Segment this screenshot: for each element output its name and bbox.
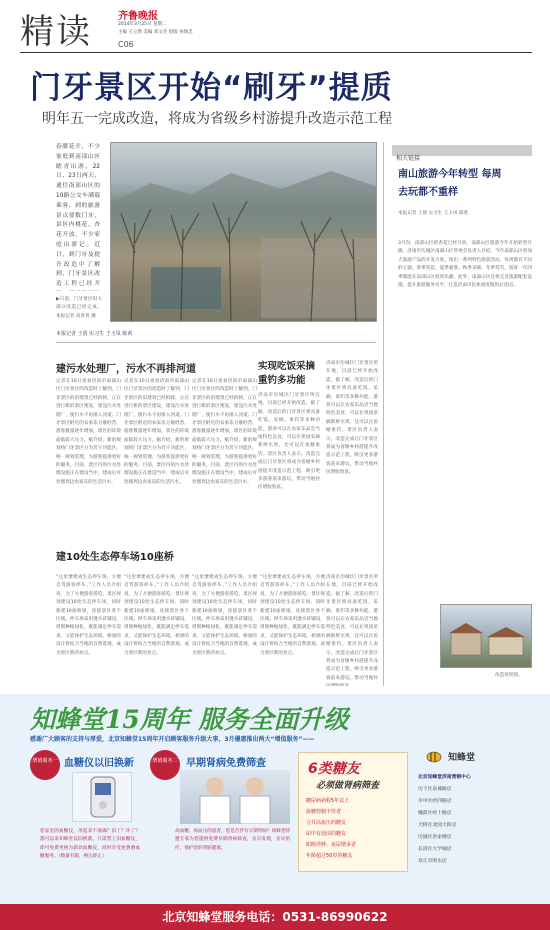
risk-item: 合并高血压的糖友 <box>306 820 347 826</box>
service-2-text: 高血糖、高血压的患者，您是否伴有早期肾病？知蜂堂特邀专家为您提供免费早期肾病筛查，及早发现，及早治疗，保护您的肾脏健康。 <box>175 829 290 851</box>
doctors-image <box>180 770 290 824</box>
rendering-scene <box>441 605 532 668</box>
service-1-tag: 增值服务一 <box>30 750 60 780</box>
lead-paragraph: 春暖花开，不少家庭到南部山区踏青出游。22日、23日两天，通往南部山区的10路公交车满载乘客。到的旅游景点要数门牙，景区内桃花、杏花开放，不少家庭出游记。近日，到门牙及提升改造中了解到，门牙景区改造工程已经开 <box>56 144 100 288</box>
sidebar-divider <box>383 142 384 686</box>
sidebar-rendering-photo <box>440 604 532 668</box>
risk-heading: 6类糖友 <box>308 761 360 777</box>
doctors-photo <box>180 770 290 824</box>
sidebar-headline: 南山旅游今年转型 每周去玩都不重样 <box>398 169 502 198</box>
subsection-heading-3: 实现吃饭采摘重钓多功能 <box>258 361 316 386</box>
main-headline: 门牙景区开始“刷牙”提质 <box>30 70 393 106</box>
brand-name: 知蜂堂 <box>448 753 476 763</box>
glucose-meter-image <box>72 772 132 822</box>
sidebar-kicker <box>392 145 532 162</box>
sidebar-body: 3月份，南部山区的杏花已经开放，南部山区旅游今年开始转型升级。济南市历城区南部山区管委会负责人介绍，今年南部山区将加大旅游产品的开发力度，推出一系列特色旅游活动，每周都有不同的主题。春季赏花、夏季避暑、秋季采摘、冬季赏雪，游客一年四季都能在南部山区找到乐趣。此外，南部山区还将完善旅游配套设施，提升旅游服务水平，打造济南市民休闲度假的后花园。 <box>398 241 532 289</box>
sidebar-byline: 本报记者 王倩 实习生 王玉凤 陈黄 <box>398 211 469 216</box>
service-2-tag: 增值服务二 <box>150 750 180 780</box>
photo-caption: ▶日前，门牙景区旧大部分改造已经完成。 本报记者 高青青 摄 <box>56 297 102 319</box>
body-column-8: 济南市历城区门牙景区所在地，目前已经开始改造。据了解，改造后的门牙景区将具备吃饭、采摘、垂钓等多种功能。游客可以在农家乐品尝当地特色美食，可以在果园采摘新鲜水果，还可以在鱼塘垂钓。景区负责人表示，改造完成后门牙景区将成为省级乡村游提升改造示范工程，吸引更多游客前来游玩，带动当地村民增收致富。 <box>258 393 320 491</box>
body-column-10: 济南市历城区门牙景区所在地，目前已经开始改造。据了解，改造后的门牙景区将具备吃饭、采摘、垂钓等多种功能。游客可以在农家乐品尝当地特色美食，可以在果园采摘新鲜水果，还可以在鱼塘垂钓。景区负责人表示，改造完成后门牙景区将成为省级乡村游提升改造示范工程，吸引更多游客前来游玩，带动当地村 <box>326 575 378 681</box>
risk-item: 糖尿病病程5年以上 <box>306 798 350 804</box>
body-column-3: 记者在10日查看济南市南部山区门牙景区的改造时了解到，门牙景区的旧建筑已经拆除，正在进行新的景区建设，建设污水处理厂，使污水不再排入河道。门牙景区附近的农家乐分散经营，游客数量逐年增加，景区的环境面临较大压力。据介绍，新的规划将门牙景区分为若干功能区，统一规划管理，为游客提供更好的服务。目前，景区内的污水处理设施正在建设当中，建成后可处理周边农家乐的生活污水。 <box>192 379 257 485</box>
store-item: 槐荫区经十路店 <box>418 811 452 816</box>
hotline-bar <box>0 904 550 930</box>
service-2-title: 早期肾病免费筛查 <box>186 758 266 769</box>
store-list <box>418 772 536 868</box>
store-item: 历城区洪家楼店 <box>418 835 452 840</box>
sidebar-photo-caption: 改造效果图。 <box>495 673 523 678</box>
risk-subheading: 必须做肾病筛查 <box>316 781 380 791</box>
body-column-7: “这里要建成生态停车场，方便自驾游客停车。”工作人员介绍说，为了方便游客游览，景区规划建设10处生态停车场，同时新建10座桥梁，连接景区各个区域。停车场采用透水砖铺设，周围种植绿化，既能满足停车需求，又能保护生态环境。桥梁的设计将结合当地的自然景观，成为景区新的亮点。 <box>260 575 325 656</box>
store-item: 北京知蜂堂济南营销中心 <box>418 775 471 780</box>
subsection-heading-1: 建污水处理厂，污水不再排河道 <box>56 364 196 375</box>
editor-line: 主编 王立然 美编 邓文杰 组版 孙保忠 <box>118 30 193 35</box>
photo-scene <box>111 143 377 322</box>
body-column-4: “这里要建成生态停车场，方便自驾游客停车。”工作人员介绍说，为了方便游客游览，景区规划建设10处生态停车场，同时新建10座桥梁，连接景区各个区域。停车场采用透水砖铺设，周围种植绿化，既能满足停车需求，又能保护生态环境。桥梁的设计将结合当地的自然景观，成为景区新的亮点。 <box>56 575 121 656</box>
risk-item: 血糖控制不佳者 <box>306 809 342 815</box>
store-item: 市中区经四路店 <box>418 799 452 804</box>
body-column-6: “这里要建成生态停车场，方便自驾游客停车。”工作人员介绍说，为了方便游客游览，景区规划建设10处生态停车场，同时新建10座桥梁，连接景区各个区域。停车场采用透水砖铺设，周围种植绿化，既能满足停车需求，又能保护生态环境。桥梁的设计将结合当地的自然景观，成为景区新的亮点。 <box>192 575 257 656</box>
body-column-1: 记者在10日查看济南市南部山区门牙景区的改造时了解到，门牙景区的旧建筑已经拆除，正在进行新的景区建设，建设污水处理厂，使污水不再排入河道。门牙景区附近的农家乐分散经营，游客数量逐年增加，景区的环境面临较大压力。据介绍，新的规划将门牙景区分为若干功能区，统一规划管理，为游客提供更好的服务。目前，景区内的污水处理设施正在建设当中，建成后可处理周边农家乐的生活污水。 <box>56 379 121 485</box>
risk-item: 年龄超过50岁的糖友 <box>306 853 353 859</box>
body-column-9: 济南市历城区门牙景区所在地，目前已经开始改造。据了解，改造后的门牙景区将具备吃饭、采摘、垂钓等多种功能。游客可以在农家乐品尝当地特色美食，可以在果园采摘新鲜水果，还可以在鱼塘垂钓。景区负责人表示，改造完成后门牙景区将成为省级乡村游提升改造示范工程，吸引更多游客前来游玩，带动当地村民增收致富。 <box>326 361 378 476</box>
header-rule <box>20 52 532 53</box>
ad-title: 知蜂堂15周年 服务全面升级 <box>30 705 349 734</box>
bee-logo-icon <box>424 748 444 764</box>
glucose-meter-icon <box>73 773 133 823</box>
main-byline: 本报记者 王倩 实习生 王玉凤 陈黄 <box>56 331 133 337</box>
risk-item: 眼睑浮肿、夜尿增多者 <box>306 842 357 848</box>
service-1-title: 血糖仪以旧换新 <box>64 758 134 769</box>
scenic-area-photo <box>110 142 377 322</box>
service-1-text: 您家里的血糖仪，用起来不准确？旧了？坏了？都可以来知蜂堂以旧换新。只需带上旧血糖仪，即可免费更换为新款血糖仪，同时享受免费测血糖服务。（数量有限，换完即止） <box>40 829 140 860</box>
store-item: 天桥区北园大街店 <box>418 823 457 828</box>
page-number: C06 <box>118 40 134 49</box>
date-line: 2014年3月25日 星期二 <box>118 22 167 27</box>
risk-list <box>306 796 406 862</box>
byline-rule <box>56 342 376 343</box>
hotline-text: 北京知蜂堂服务电话：0531-86990622 <box>162 910 388 924</box>
paper-name: 齐鲁晚报 <box>118 11 158 22</box>
body-column-2: 记者在10日查看济南市南部山区门牙景区的改造时了解到，门牙景区的旧建筑已经拆除，正在进行新的景区建设，建设污水处理厂，使污水不再排入河道。门牙景区附近的农家乐分散经营，游客数量逐年增加，景区的环境面临较大压力。据介绍，新的规划将门牙景区分为若干功能区，统一规划管理，为游客提供更好的服务。目前，景区内的污水处理设施正在建设当中，建成后可处理周边农家乐的生活污水。 <box>124 379 189 485</box>
store-item: 历下区泉城路店 <box>418 787 452 792</box>
body-column-5: “这里要建成生态停车场，方便自驾游客停车。”工作人员介绍说，为了方便游客游览，景区规划建设10处生态停车场，同时新建10座桥梁，连接景区各个区域。停车场采用透水砖铺设，周围种植绿化，既能满足停车需求，又能保护生态环境。桥梁的设计将结合当地的自然景观，成为景区新的亮点。 <box>124 575 189 656</box>
ad-tagline: 感谢广大顾客的支持与厚爱，北京知蜂堂15周年开启顾客服务升级大事，3月優惠推出两大“增值服务”—— <box>30 736 315 743</box>
store-item: 章丘市明水店 <box>418 859 447 864</box>
sidebar-kicker-label: 相关链接 <box>396 155 421 162</box>
main-subhead: 明年五一完成改造，将成为省级乡村游提升改造示范工程 <box>42 111 392 127</box>
store-item: 长清区大学城店 <box>418 847 452 852</box>
section-title: 精读 <box>20 12 92 52</box>
risk-item: 尿中有泡沫的糖友 <box>306 831 347 837</box>
subsection-heading-2: 建10处生态停车场10座桥 <box>56 552 174 563</box>
